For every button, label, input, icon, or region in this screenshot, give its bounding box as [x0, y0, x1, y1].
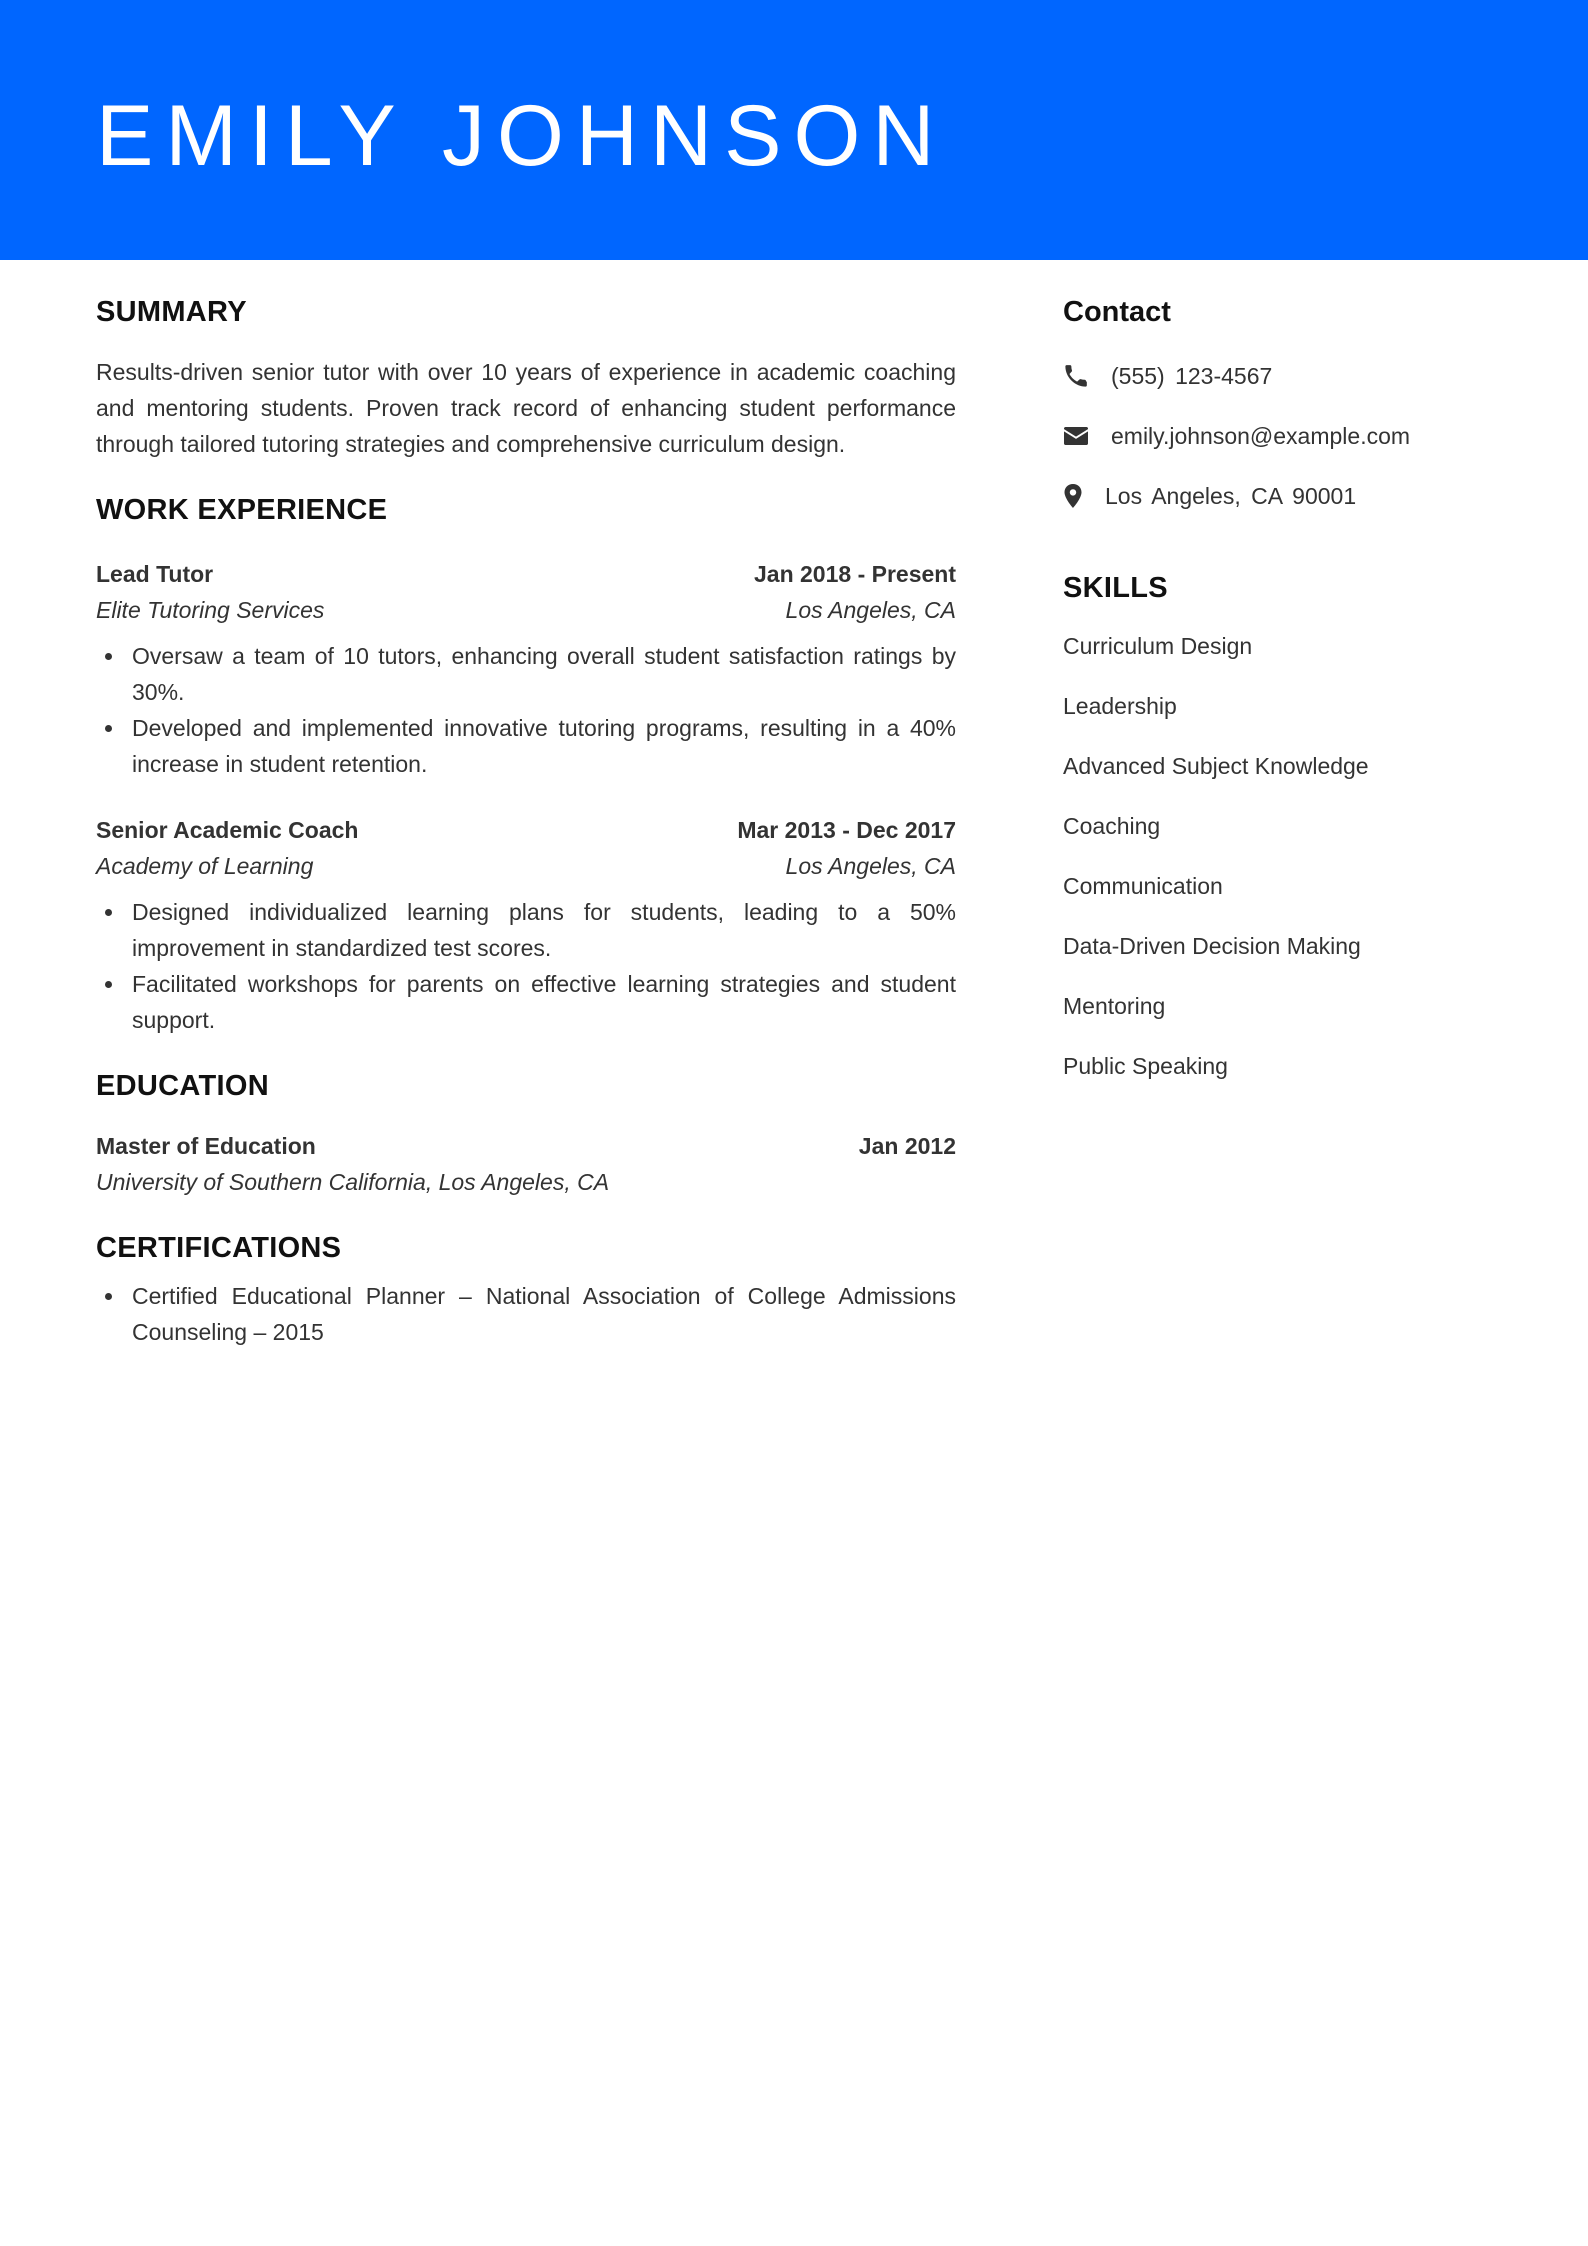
contact-phone	[1063, 358, 1523, 394]
summary-text: Results-driven senior tutor with over 10 years of experience in academic coaching and mentoring students. Proven track record of enhancing student performance through tailored tutoring strategies and comprehensive curriculum design.	[96, 359, 956, 457]
job-bullet: Oversaw a team of 10 tutors, enhancing overall student satisfaction ratings by 30%.	[96, 638, 956, 710]
main-column	[96, 292, 956, 1350]
job-entry	[96, 556, 956, 782]
contact-section	[1063, 292, 1523, 514]
contact-phone-text: (555) 123-4567	[1111, 362, 1273, 389]
job-dates: Mar 2013 - Dec 2017	[737, 817, 956, 843]
job-dates: Jan 2018 - Present	[753, 561, 956, 587]
contact-location-text: Los Angeles, CA 90001	[1105, 482, 1357, 509]
summary-section	[96, 292, 956, 462]
education-date: Jan 2012	[858, 1133, 956, 1159]
skills-section	[1063, 568, 1523, 1084]
work-experience-section	[96, 490, 956, 1038]
contact-email-text[interactable]: emily.johnson@example.com	[1111, 422, 1411, 449]
certification-item: Certified Educational Planner – National Association of College Admissions Counseling – 2015	[96, 1278, 956, 1350]
skill-item: Mentoring	[1063, 993, 1166, 1019]
job-bullet: Facilitated workshops for parents on effective learning strategies and student support.	[96, 966, 956, 1038]
job-bullets	[96, 894, 956, 1038]
job-location: Los Angeles, CA	[785, 597, 956, 623]
contact-email	[1063, 418, 1523, 454]
skill-item: Data-Driven Decision Making	[1063, 933, 1361, 959]
skill-item: Communication	[1063, 873, 1223, 899]
summary-heading: SUMMARY	[96, 296, 247, 328]
education-school: University of Southern California, Los Angeles, CA	[96, 1169, 610, 1195]
header-banner	[0, 0, 1588, 260]
envelope-icon	[1063, 425, 1111, 447]
job-role: Senior Academic Coach	[96, 817, 359, 843]
skill-item: Curriculum Design	[1063, 633, 1253, 659]
skill-item: Leadership	[1063, 693, 1177, 719]
job-location: Los Angeles, CA	[785, 853, 956, 879]
skill-item: Coaching	[1063, 813, 1161, 839]
skill-item: Public Speaking	[1063, 1053, 1228, 1079]
work-experience-heading: WORK EXPERIENCE	[96, 494, 388, 526]
skill-item: Advanced Subject Knowledge	[1063, 753, 1369, 779]
education-section	[96, 1066, 956, 1200]
contact-heading: Contact	[1063, 296, 1171, 328]
certifications-heading: CERTIFICATIONS	[96, 1232, 342, 1264]
map-pin-icon	[1063, 483, 1105, 509]
job-entry	[96, 812, 956, 1038]
education-degree: Master of Education	[96, 1133, 316, 1159]
job-role: Lead Tutor	[96, 561, 214, 587]
sidebar-column	[1063, 292, 1523, 1108]
skills-heading: SKILLS	[1063, 572, 1168, 604]
education-heading: EDUCATION	[96, 1070, 269, 1102]
phone-icon	[1063, 363, 1111, 389]
certifications-section	[96, 1228, 956, 1350]
job-bullet: Designed individualized learning plans for students, leading to a 50% improvement in standardized test scores.	[96, 894, 956, 966]
job-bullet: Developed and implemented innovative tutoring programs, resulting in a 40% increase in student retention.	[96, 710, 956, 782]
contact-location	[1063, 478, 1523, 514]
candidate-name: EMILY JOHNSON	[96, 88, 947, 184]
job-bullets	[96, 638, 956, 782]
certifications-list	[96, 1278, 956, 1350]
job-company: Elite Tutoring Services	[96, 597, 325, 623]
job-company: Academy of Learning	[96, 853, 314, 879]
